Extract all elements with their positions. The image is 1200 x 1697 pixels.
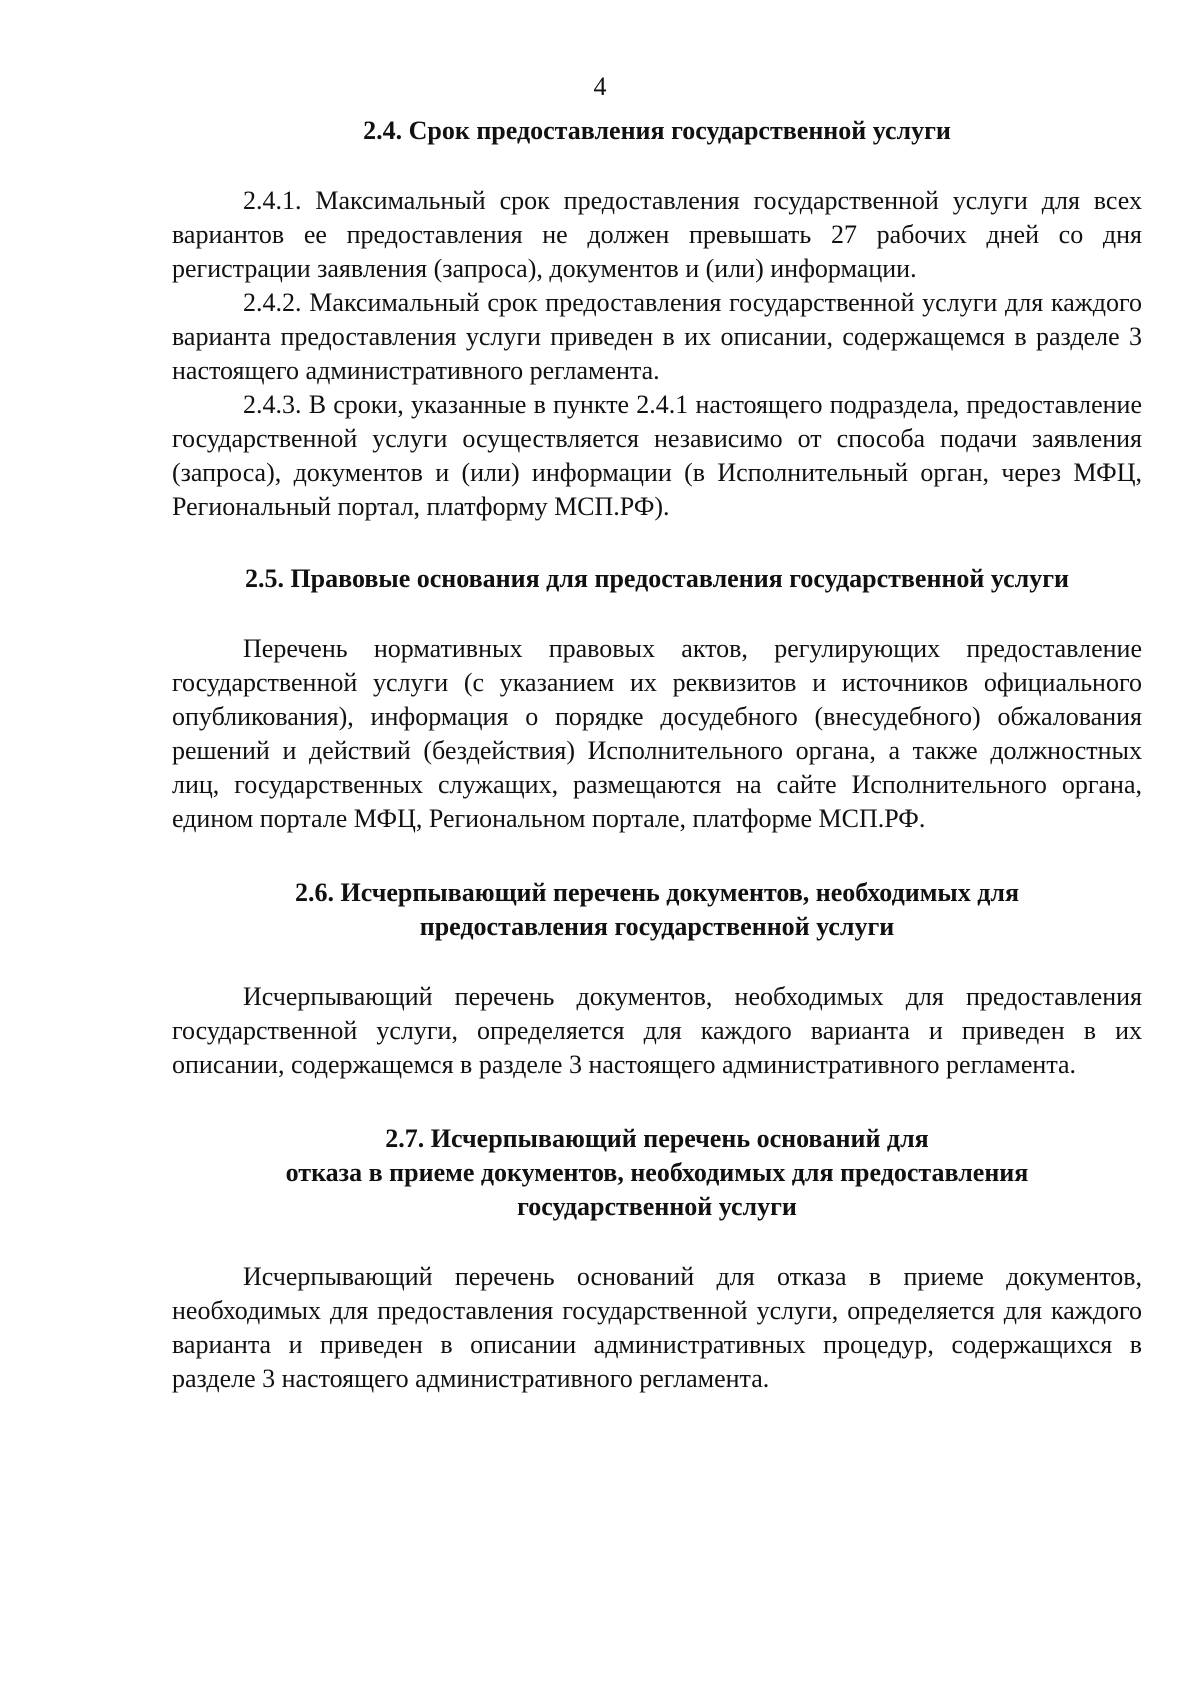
section-2-6 xyxy=(172,876,1142,1082)
section-2-5-title: 2.5. Правовые основания для предоставления государственной услуги xyxy=(244,564,1070,593)
section-2-7-title-line-2: отказа в приеме документов, необходимых для предоставления xyxy=(285,1158,1029,1187)
section-2-6-title-line-1: 2.6. Исчерпывающий перечень документов, необходимых для xyxy=(294,878,1020,907)
section-2-5 xyxy=(172,562,1142,836)
section-2-7-title-line-1: 2.7. Исчерпывающий перечень оснований для xyxy=(385,1124,929,1153)
paragraph-2-5: Перечень нормативных правовых актов, регулирующих предоставление государственной услуги (с указанием их реквизитов и источников официального опубликования), информация о порядке досудебного (внесудебного) обжалования решений и действий (бездействия) Исполнительного органа, а также должностных лиц, государственных служащих, размещаются на сайте Исполнительного органа, едином портале МФЦ, Региональном портале, платформе МСП.РФ. xyxy=(172,634,1142,833)
paragraph-2-4-1: 2.4.1. Максимальный срок предоставления государственной услуги для всех вариантов ее предоставления не должен превышать 27 рабочих дней со дня регистрации заявления (запроса), документов и (или) информации. xyxy=(172,186,1142,283)
paragraph-2-7: Исчерпывающий перечень оснований для отказа в приеме документов, необходимых для предоставления государственной услуги, определяется для каждого варианта и приведен в описании административных процедур, содержащихся в разделе 3 настоящего административного регламента. xyxy=(172,1262,1142,1393)
section-2-7 xyxy=(172,1122,1142,1396)
section-2-6-title xyxy=(172,876,1142,944)
paragraph-2-4-2: 2.4.2. Максимальный срок предоставления государственной услуги для каждого варианта предоставления услуги приведен в их описании, содержащемся в разделе 3 настоящего административного регламента. xyxy=(172,288,1142,385)
section-2-4 xyxy=(172,114,1142,524)
section-2-7-title xyxy=(172,1122,1142,1224)
document-body xyxy=(172,114,1142,1396)
paragraph-2-4-3: 2.4.3. В сроки, указанные в пункте 2.4.1 настоящего подраздела, предоставление государственной услуги осуществляется независимо от способа подачи заявления (запроса), документов и (или) информации (в Исполнительный орган, через МФЦ, Региональный портал, платформу МСП.РФ). xyxy=(172,390,1142,521)
section-2-4-title: 2.4. Срок предоставления государственной услуги xyxy=(363,116,951,145)
section-2-7-title-line-3: государственной услуги xyxy=(517,1192,797,1221)
paragraph-2-6: Исчерпывающий перечень документов, необходимых для предоставления государственной услуги, определяется для каждого варианта и приведен в их описании, содержащемся в разделе 3 настоящего административного регламента. xyxy=(172,982,1142,1079)
page-number: 4 xyxy=(593,72,607,101)
section-2-6-title-line-2: предоставления государственной услуги xyxy=(419,912,895,941)
